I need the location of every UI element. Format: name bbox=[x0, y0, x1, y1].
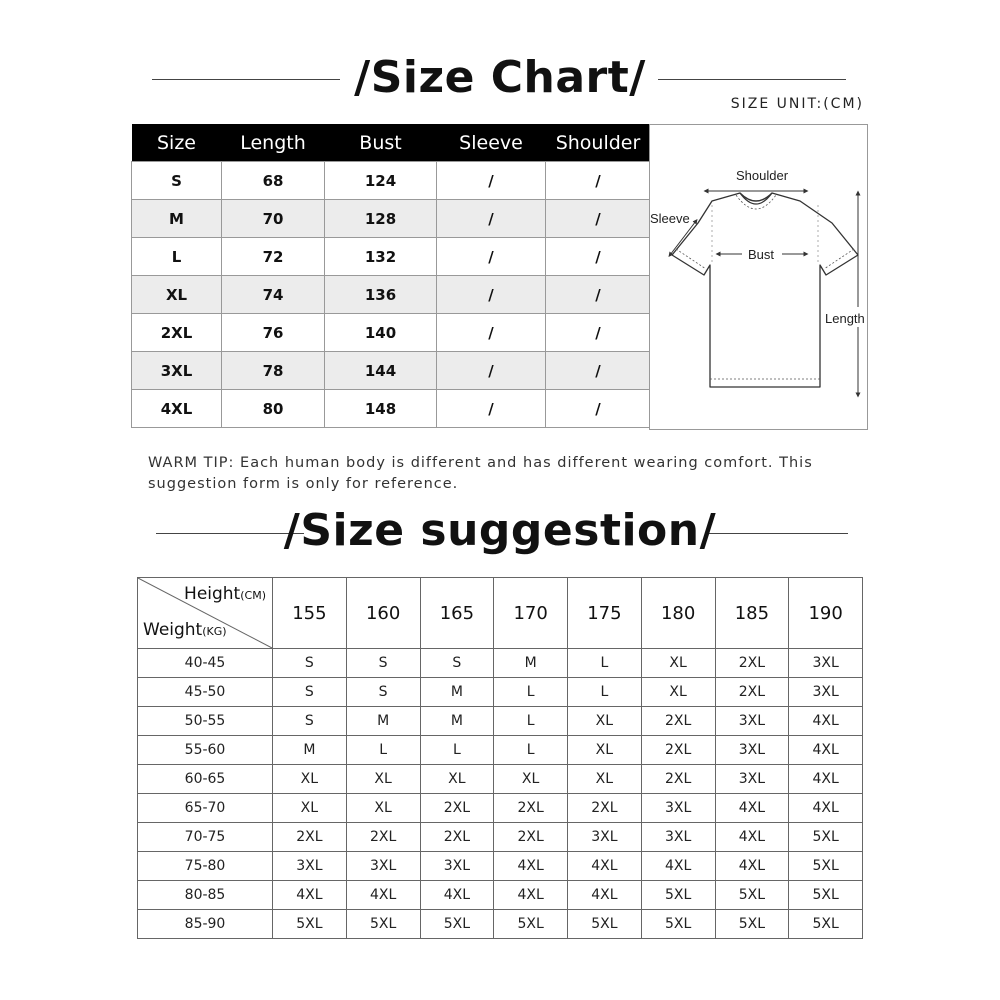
weight-row bbox=[138, 765, 863, 794]
suggested-size-cell: 4XL bbox=[568, 852, 642, 881]
tshirt-illustration bbox=[650, 125, 867, 429]
size-chart-cell: 144 bbox=[325, 352, 437, 390]
weight-row bbox=[138, 736, 863, 765]
suggested-size-cell: 4XL bbox=[346, 881, 420, 910]
height-header-cell: 165 bbox=[420, 578, 494, 649]
suggested-size-cell: 3XL bbox=[641, 823, 715, 852]
suggested-size-cell: M bbox=[420, 707, 494, 736]
suggested-size-cell: 2XL bbox=[420, 823, 494, 852]
suggested-size-cell: 5XL bbox=[789, 823, 863, 852]
suggested-size-cell: 2XL bbox=[494, 794, 568, 823]
suggested-size-cell: 2XL bbox=[420, 794, 494, 823]
size-suggestion-table bbox=[137, 577, 863, 939]
weight-range-cell: 40-45 bbox=[138, 649, 273, 678]
suggested-size-cell: 3XL bbox=[789, 678, 863, 707]
suggested-size-cell: 5XL bbox=[273, 910, 347, 939]
suggested-size-cell: L bbox=[494, 678, 568, 707]
size-chart-row bbox=[132, 314, 651, 352]
weight-unit: (KG) bbox=[202, 625, 227, 638]
suggested-size-cell: 3XL bbox=[420, 852, 494, 881]
size-chart-cell: 148 bbox=[325, 390, 437, 428]
length-label: Length bbox=[825, 311, 865, 326]
suggested-size-cell: 3XL bbox=[715, 707, 789, 736]
height-label bbox=[184, 584, 266, 604]
size-chart-cell: 68 bbox=[222, 162, 325, 200]
suggested-size-cell: 2XL bbox=[715, 649, 789, 678]
size-chart-cell: 72 bbox=[222, 238, 325, 276]
suggested-size-cell: 4XL bbox=[494, 852, 568, 881]
suggested-size-cell: 4XL bbox=[568, 881, 642, 910]
suggested-size-cell: XL bbox=[568, 736, 642, 765]
size-chart-cell: / bbox=[437, 390, 546, 428]
suggested-size-cell: 4XL bbox=[789, 765, 863, 794]
suggested-size-cell: 5XL bbox=[715, 910, 789, 939]
suggested-size-cell: S bbox=[346, 678, 420, 707]
suggested-size-cell: 4XL bbox=[715, 852, 789, 881]
suggested-size-cell: 3XL bbox=[346, 852, 420, 881]
size-chart-cell: 128 bbox=[325, 200, 437, 238]
height-header-cell: 160 bbox=[346, 578, 420, 649]
suggested-size-cell: XL bbox=[641, 678, 715, 707]
size-chart-cell: M bbox=[132, 200, 222, 238]
size-unit-label: SIZE UNIT:(CM) bbox=[730, 96, 864, 112]
suggested-size-cell: 4XL bbox=[789, 707, 863, 736]
suggested-size-cell: XL bbox=[346, 765, 420, 794]
weight-label bbox=[143, 620, 227, 640]
header-length: Length bbox=[222, 124, 325, 162]
suggested-size-cell: 3XL bbox=[715, 736, 789, 765]
weight-row bbox=[138, 649, 863, 678]
suggested-size-cell: XL bbox=[641, 649, 715, 678]
suggested-size-cell: 5XL bbox=[715, 881, 789, 910]
suggested-size-cell: L bbox=[494, 707, 568, 736]
weight-row bbox=[138, 794, 863, 823]
size-chart-cell: XL bbox=[132, 276, 222, 314]
suggested-size-cell: 4XL bbox=[273, 881, 347, 910]
size-chart-cell: 4XL bbox=[132, 390, 222, 428]
size-chart-cell: / bbox=[437, 238, 546, 276]
suggested-size-cell: S bbox=[346, 649, 420, 678]
size-chart-row bbox=[132, 390, 651, 428]
height-weight-corner bbox=[138, 578, 273, 649]
weight-row bbox=[138, 678, 863, 707]
suggested-size-cell: 3XL bbox=[715, 765, 789, 794]
size-chart-cell: / bbox=[437, 276, 546, 314]
weight-range-cell: 85-90 bbox=[138, 910, 273, 939]
suggested-size-cell: 2XL bbox=[641, 707, 715, 736]
weight-range-cell: 50-55 bbox=[138, 707, 273, 736]
suggested-size-cell: 2XL bbox=[273, 823, 347, 852]
weight-range-cell: 80-85 bbox=[138, 881, 273, 910]
size-chart-cell: 140 bbox=[325, 314, 437, 352]
suggested-size-cell: 4XL bbox=[715, 794, 789, 823]
size-chart-cell: / bbox=[546, 314, 651, 352]
suggested-size-cell: 5XL bbox=[568, 910, 642, 939]
weight-row bbox=[138, 910, 863, 939]
size-chart-cell: S bbox=[132, 162, 222, 200]
size-chart-table bbox=[131, 124, 651, 428]
size-chart-cell: 2XL bbox=[132, 314, 222, 352]
size-chart-cell: 76 bbox=[222, 314, 325, 352]
size-chart-cell: 124 bbox=[325, 162, 437, 200]
suggested-size-cell: XL bbox=[273, 794, 347, 823]
size-chart-cell: / bbox=[437, 352, 546, 390]
suggested-size-cell: 3XL bbox=[641, 794, 715, 823]
suggested-size-cell: 5XL bbox=[346, 910, 420, 939]
size-chart-cell: / bbox=[546, 200, 651, 238]
suggested-size-cell: L bbox=[494, 736, 568, 765]
weight-range-cell: 70-75 bbox=[138, 823, 273, 852]
size-chart-row bbox=[132, 352, 651, 390]
suggested-size-cell: 3XL bbox=[568, 823, 642, 852]
height-header-cell: 170 bbox=[494, 578, 568, 649]
size-chart-header-row bbox=[132, 124, 651, 162]
suggested-size-cell: XL bbox=[346, 794, 420, 823]
suggested-size-cell: 4XL bbox=[494, 881, 568, 910]
suggested-size-cell: L bbox=[568, 649, 642, 678]
size-chart-cell: / bbox=[546, 352, 651, 390]
suggested-size-cell: XL bbox=[420, 765, 494, 794]
weight-row bbox=[138, 823, 863, 852]
size-chart-cell: / bbox=[546, 390, 651, 428]
shoulder-label: Shoulder bbox=[736, 168, 789, 183]
height-unit: (CM) bbox=[240, 589, 266, 602]
suggested-size-cell: 5XL bbox=[789, 910, 863, 939]
suggested-size-cell: 2XL bbox=[494, 823, 568, 852]
suggested-size-cell: 3XL bbox=[273, 852, 347, 881]
size-chart-cell: 74 bbox=[222, 276, 325, 314]
sleeve-label: Sleeve bbox=[650, 211, 690, 226]
header-shoulder: Shoulder bbox=[546, 124, 651, 162]
weight-range-cell: 60-65 bbox=[138, 765, 273, 794]
suggested-size-cell: L bbox=[420, 736, 494, 765]
suggested-size-cell: 4XL bbox=[641, 852, 715, 881]
size-chart-body bbox=[132, 162, 651, 428]
size-chart-cell: / bbox=[437, 200, 546, 238]
suggested-size-cell: M bbox=[494, 649, 568, 678]
size-chart-row bbox=[132, 200, 651, 238]
suggested-size-cell: 4XL bbox=[420, 881, 494, 910]
suggested-size-cell: S bbox=[273, 678, 347, 707]
height-label-text: Height bbox=[184, 584, 241, 604]
height-header-cell: 185 bbox=[715, 578, 789, 649]
size-chart-cell: / bbox=[546, 162, 651, 200]
suggested-size-cell: 5XL bbox=[641, 881, 715, 910]
suggested-size-cell: S bbox=[420, 649, 494, 678]
suggested-size-cell: M bbox=[420, 678, 494, 707]
height-header-cell: 190 bbox=[789, 578, 863, 649]
suggested-size-cell: XL bbox=[273, 765, 347, 794]
weight-range-cell: 45-50 bbox=[138, 678, 273, 707]
header-sleeve: Sleeve bbox=[437, 124, 546, 162]
size-chart-cell: 3XL bbox=[132, 352, 222, 390]
warm-tip: WARM TIP: Each human body is different and has different wearing comfort. This suggestion form is only for reference. bbox=[148, 455, 813, 492]
suggested-size-cell: XL bbox=[494, 765, 568, 794]
size-chart-row bbox=[132, 276, 651, 314]
size-chart-cell: / bbox=[437, 314, 546, 352]
suggested-size-cell: 2XL bbox=[346, 823, 420, 852]
size-chart-cell: / bbox=[437, 162, 546, 200]
suggested-size-cell: 5XL bbox=[789, 852, 863, 881]
suggested-size-cell: 4XL bbox=[715, 823, 789, 852]
weight-row bbox=[138, 852, 863, 881]
tshirt-diagram bbox=[649, 124, 868, 430]
size-chart-cell: L bbox=[132, 238, 222, 276]
suggested-size-cell: 3XL bbox=[789, 649, 863, 678]
size-chart-title: /Size Chart/ bbox=[354, 52, 646, 103]
header-size: Size bbox=[132, 124, 222, 162]
height-header-cell: 175 bbox=[568, 578, 642, 649]
suggested-size-cell: 2XL bbox=[715, 678, 789, 707]
suggested-size-cell: 5XL bbox=[641, 910, 715, 939]
suggested-size-cell: 5XL bbox=[494, 910, 568, 939]
suggested-size-cell: XL bbox=[568, 765, 642, 794]
suggested-size-cell: L bbox=[346, 736, 420, 765]
height-header-row bbox=[138, 578, 863, 649]
weight-row bbox=[138, 881, 863, 910]
size-chart-cell: 132 bbox=[325, 238, 437, 276]
suggested-size-cell: L bbox=[568, 678, 642, 707]
size-chart-cell: 78 bbox=[222, 352, 325, 390]
suggested-size-cell: 4XL bbox=[789, 794, 863, 823]
weight-label-text: Weight bbox=[143, 620, 203, 640]
weight-row bbox=[138, 707, 863, 736]
size-chart-cell: / bbox=[546, 238, 651, 276]
size-chart-row bbox=[132, 238, 651, 276]
suggested-size-cell: M bbox=[346, 707, 420, 736]
suggested-size-cell: S bbox=[273, 649, 347, 678]
suggested-size-cell: 4XL bbox=[789, 736, 863, 765]
suggested-size-cell: 2XL bbox=[641, 765, 715, 794]
weight-range-cell: 75-80 bbox=[138, 852, 273, 881]
height-header-cell: 180 bbox=[641, 578, 715, 649]
size-suggestion-title: /Size suggestion/ bbox=[283, 505, 717, 556]
suggested-size-cell: 2XL bbox=[641, 736, 715, 765]
size-chart-cell: 136 bbox=[325, 276, 437, 314]
size-chart-cell: 80 bbox=[222, 390, 325, 428]
suggested-size-cell: M bbox=[273, 736, 347, 765]
height-header-cell: 155 bbox=[273, 578, 347, 649]
size-chart-cell: / bbox=[546, 276, 651, 314]
bust-label: Bust bbox=[748, 247, 775, 262]
suggested-size-cell: 5XL bbox=[420, 910, 494, 939]
size-suggestion-body bbox=[138, 578, 863, 939]
suggested-size-cell: S bbox=[273, 707, 347, 736]
header-bust: Bust bbox=[325, 124, 437, 162]
size-chart-row bbox=[132, 162, 651, 200]
weight-range-cell: 65-70 bbox=[138, 794, 273, 823]
weight-range-cell: 55-60 bbox=[138, 736, 273, 765]
size-chart-cell: 70 bbox=[222, 200, 325, 238]
suggested-size-cell: 5XL bbox=[789, 881, 863, 910]
suggested-size-cell: 2XL bbox=[568, 794, 642, 823]
suggested-size-cell: XL bbox=[568, 707, 642, 736]
